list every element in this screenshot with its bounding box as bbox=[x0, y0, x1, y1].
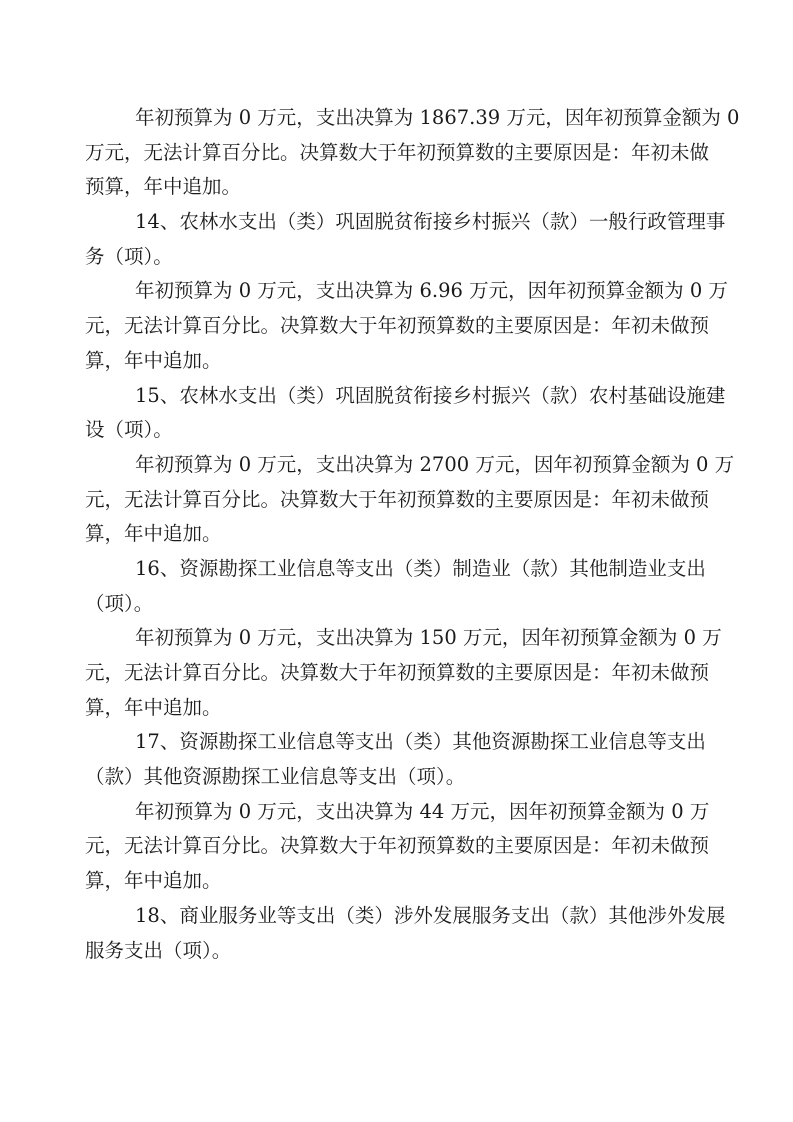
paragraph-line: 算，年中追加。 bbox=[85, 695, 222, 719]
paragraph bbox=[85, 621, 722, 725]
paragraph-line: 16、资源勘探工业信息等支出（类）制造业（款）其他制造业支出 bbox=[135, 556, 706, 580]
paragraph-line: 算，年中追加。 bbox=[85, 348, 222, 372]
paragraph-line: 年初预算为 0 万元，支出决算为 6.96 万元，因年初预算金额为 0 万 bbox=[135, 279, 728, 303]
paragraph-line: 元，无法计算百分比。决算数大于年初预算数的主要原因是：年初未做预 bbox=[85, 314, 710, 338]
paragraph-line: 务（项）。 bbox=[85, 244, 173, 268]
paragraph-line: 服务支出（项）。 bbox=[85, 938, 232, 962]
paragraph bbox=[85, 552, 706, 621]
paragraph bbox=[85, 795, 710, 899]
paragraph-line: （项）。 bbox=[85, 591, 154, 615]
paragraph bbox=[85, 101, 740, 205]
paragraph bbox=[85, 448, 735, 552]
paragraph-line: 14、农林水支出（类）巩固脱贫衔接乡村振兴（款）一般行政管理事 bbox=[135, 210, 726, 234]
paragraph-line: 年初预算为 0 万元，支出决算为 2700 万元，因年初预算金额为 0 万 bbox=[135, 452, 735, 476]
paragraph-line: 18、商业服务业等支出（类）涉外发展服务支出（款）其他涉外发展 bbox=[135, 903, 726, 927]
document-page bbox=[85, 101, 740, 968]
paragraph-line: 万元，无法计算百分比。决算数大于年初预算数的主要原因是：年初未做 bbox=[85, 140, 710, 164]
paragraph bbox=[85, 379, 726, 448]
paragraph-line: 算，年中追加。 bbox=[85, 522, 222, 546]
paragraph-line: 元，无法计算百分比。决算数大于年初预算数的主要原因是：年初未做预 bbox=[85, 661, 710, 684]
paragraph-line: 17、资源勘探工业信息等支出（类）其他资源勘探工业信息等支出 bbox=[135, 730, 706, 754]
paragraph bbox=[85, 205, 726, 274]
paragraph-line: 元，无法计算百分比。决算数大于年初预算数的主要原因是：年初未做预 bbox=[85, 487, 710, 511]
paragraph-line: 设（项）。 bbox=[85, 418, 173, 442]
paragraph-line: 元，无法计算百分比。决算数大于年初预算数的主要原因是：年初未做预 bbox=[85, 834, 710, 858]
paragraph-line: 算，年中追加。 bbox=[85, 869, 222, 893]
paragraph-line: 年初预算为 0 万元，支出决算为 1867.39 万元，因年初预算金额为 0 bbox=[135, 106, 740, 129]
paragraph bbox=[85, 725, 706, 794]
paragraph-line: 15、农林水支出（类）巩固脱贫衔接乡村振兴（款）农村基础设施建 bbox=[135, 383, 726, 407]
paragraph-line: 年初预算为 0 万元，支出决算为 150 万元，因年初预算金额为 0 万 bbox=[135, 626, 722, 650]
paragraph-line: 年初预算为 0 万元，支出决算为 44 万元，因年初预算金额为 0 万 bbox=[135, 799, 710, 823]
paragraph-line: 预算，年中追加。 bbox=[85, 175, 242, 199]
paragraph-line: （款）其他资源勘探工业信息等支出（项）。 bbox=[85, 765, 466, 789]
paragraph bbox=[85, 899, 726, 968]
paragraph bbox=[85, 274, 728, 378]
